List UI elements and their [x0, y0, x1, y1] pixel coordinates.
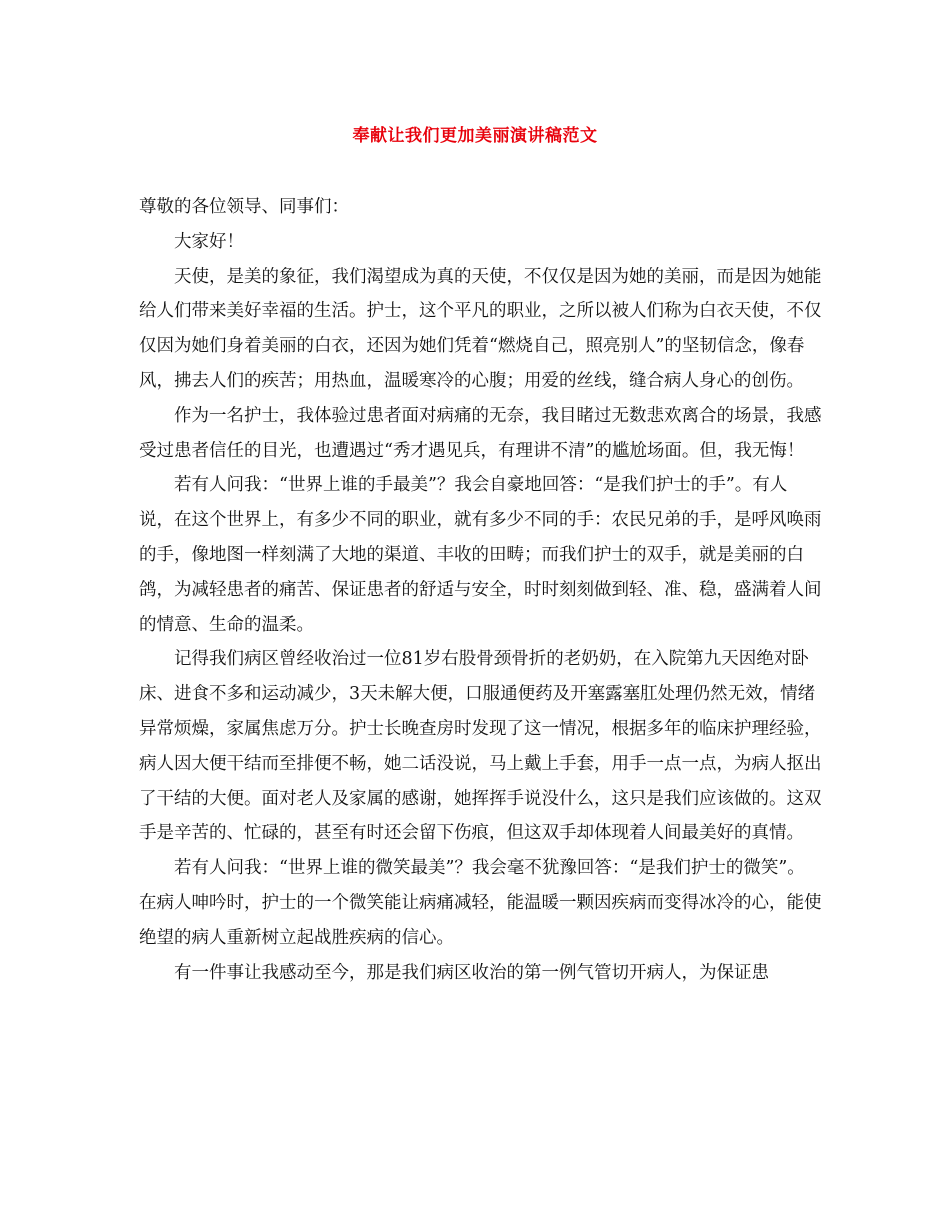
document-title: 奉献让我们更加美丽演讲稿范文: [352, 126, 598, 146]
paragraph-tracheotomy: 有一件事让我感动至今，那是我们病区收治的第一例气管切开病人，为保证患: [174, 962, 769, 983]
paragraph-story: 记得我们病区曾经收治过一位81岁右股骨颈骨折的老奶奶，在入院第九天因绝对卧床、进食不多和运动减少，3天未解大便，口服通便药及开塞露塞肛处理仍然无效，情绪异常烦燥，家属焦虑万分。护士长晚查房时发现了这一情况，根据多年的临床护理经验，病人因大便干结而至排便不畅，她二话没说，马上戴上手套，用手一点一点，为病人抠出了干结的大便。面对老人及家属的感谢，她挥挥手说没什么，这只是我们应该做的。这双手是辛苦的、忙碌的，甚至有时还会留下伤痕，但这双手却体现着人间最美好的真情。: [139, 649, 822, 844]
document-body: [139, 190, 822, 990]
paragraph-experience: 作为一名护士，我体验过患者面对病痛的无奈，我目睹过无数悲欢离合的场景，我感受过患者信任的目光，也遭遇过“秀才遇见兵，有理讲不清”的尴尬场面。但，我无悔！: [139, 405, 822, 461]
paragraph-angel: 天使，是美的象征，我们渴望成为真的天使，不仅仅是因为她的美丽，而是因为她能给人们带来美好幸福的生活。护士，这个平凡的职业，之所以被人们称为白衣天使，不仅仅因为她们身着美丽的白衣，还因为她们凭着“燃烧自己，照亮别人”的坚韧信念，像春风，拂去人们的疾苦；用热血，温暖寒冷的心腹；用爱的丝线，缝合病人身心的创伤。: [139, 266, 822, 391]
salutation: 尊敬的各位领导、同事们：: [139, 197, 349, 217]
paragraph-smile: 若有人问我：“世界上谁的微笑最美”？我会毫不犹豫回答：“是我们护士的微笑”。在病人呻吟时，护士的一个微笑能让病痛减轻，能温暖一颗因疾病而变得冰冷的心，能使绝望的病人重新树立起战胜疾病的信心。: [139, 858, 822, 948]
paragraph-greeting: 大家好！: [174, 231, 244, 252]
paragraph-hands: 若有人问我：“世界上谁的手最美”？我会自豪地回答：“是我们护士的手”。有人说，在这个世界上，有多少不同的职业，就有多少不同的手：农民兄弟的手，是呼风唤雨的手，像地图一样刻满了大地的渠道、丰收的田畴；而我们护士的双手，就是美丽的白鸽，为减轻患者的痛苦、保证患者的舒适与安全，时时刻刻做到轻、准、稳，盛满着人间的情意、生命的温柔。: [139, 475, 822, 635]
